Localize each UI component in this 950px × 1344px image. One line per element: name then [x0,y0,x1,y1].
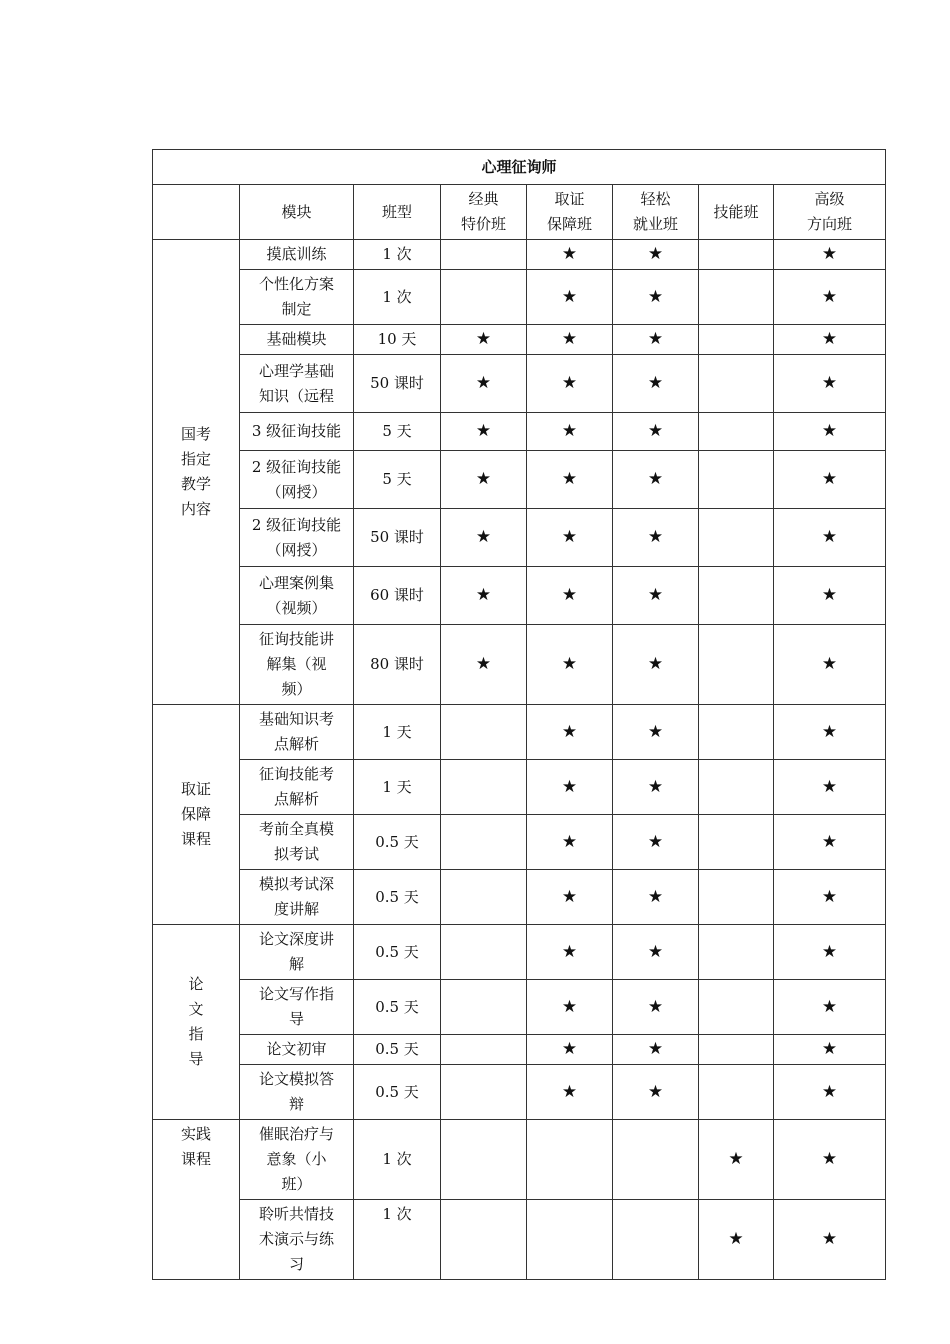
star-icon: ★ [647,996,664,1017]
plan-cell [699,815,774,870]
star-icon: ★ [561,886,578,907]
plan-cell [527,980,613,1035]
plan-cell [441,980,527,1035]
star-icon: ★ [728,1229,744,1249]
table-row [153,980,886,1035]
module-cell: 基础模块 [240,325,354,355]
plan-cell [774,705,886,760]
plan-cell [613,325,699,355]
star-icon: ★ [561,244,578,264]
star-icon: ★ [475,373,492,393]
star-icon: ★ [647,776,664,797]
duration-cell: 10 天 [354,325,441,355]
star-icon: ★ [561,831,578,852]
module-cell: 心理案例集 （视频） [240,567,354,625]
plan-cell [527,705,613,760]
star-icon: ★ [561,776,578,797]
plan-cell [699,270,774,325]
star-icon: ★ [821,1081,838,1102]
duration-cell: 0.5 天 [354,1065,441,1120]
plan-cell [699,980,774,1035]
star-icon: ★ [821,1229,838,1249]
table-row [153,325,886,355]
star-icon: ★ [821,831,838,852]
table-title: 心理征询师 [153,150,886,185]
title-row [153,150,886,185]
star-icon: ★ [647,329,664,349]
header-cell: 模块 [240,185,354,240]
plan-cell [774,270,886,325]
star-icon: ★ [647,286,664,307]
module-cell: 考前全真模 拟考试 [240,815,354,870]
star-icon: ★ [561,721,578,742]
plan-cell [441,240,527,270]
plan-cell [774,815,886,870]
star-icon: ★ [647,421,664,441]
module-cell: 征询技能讲 解集（视 频） [240,625,354,705]
star-icon: ★ [561,654,578,674]
star-icon: ★ [728,1149,744,1169]
plan-cell [527,815,613,870]
plan-cell [527,1200,613,1280]
plan-cell [613,815,699,870]
plan-cell [441,870,527,925]
star-icon: ★ [821,654,838,674]
module-cell: 摸底训练 [240,240,354,270]
table-row [153,451,886,509]
plan-cell [527,567,613,625]
plan-cell [441,451,527,509]
module-cell: 2 级征询技能 （网授） [240,509,354,567]
module-cell: 基础知识考 点解析 [240,705,354,760]
star-icon: ★ [561,1081,578,1102]
star-icon: ★ [821,941,838,962]
plan-cell [613,980,699,1035]
plan-cell [774,1200,886,1280]
star-icon: ★ [821,329,838,349]
plan-cell [527,925,613,980]
table-row [153,355,886,413]
plan-cell [441,270,527,325]
header-cell: 取证 保障班 [527,185,613,240]
plan-cell [527,240,613,270]
star-icon: ★ [647,585,664,605]
plan-cell [699,625,774,705]
module-cell: 2 级征询技能 （网授） [240,451,354,509]
plan-cell [774,625,886,705]
star-icon: ★ [475,527,492,547]
star-icon: ★ [561,469,578,489]
plan-cell [774,925,886,980]
category-cell: 论 文 指 导 [153,925,240,1120]
table-body [153,240,886,1280]
star-icon: ★ [561,585,578,605]
plan-cell [774,760,886,815]
star-icon: ★ [647,469,664,489]
header-cell: 班型 [354,185,441,240]
plan-cell [613,870,699,925]
duration-cell: 0.5 天 [354,870,441,925]
star-icon: ★ [561,329,578,349]
plan-cell [774,355,886,413]
star-icon: ★ [561,527,578,547]
duration-cell: 50 课时 [354,509,441,567]
plan-cell [527,325,613,355]
plan-cell [527,1035,613,1065]
course-table [152,149,886,1280]
star-icon: ★ [647,654,664,674]
star-icon: ★ [821,1149,838,1169]
plan-cell [613,1200,699,1280]
plan-cell [699,870,774,925]
plan-cell [441,1035,527,1065]
table-row [153,870,886,925]
table-row [153,815,886,870]
plan-cell [527,413,613,451]
duration-cell: 1 次 [354,240,441,270]
plan-cell [774,1065,886,1120]
table-row [153,925,886,980]
module-cell: 论文模拟答 辩 [240,1065,354,1120]
star-icon: ★ [821,1039,838,1059]
duration-cell: 0.5 天 [354,980,441,1035]
star-icon: ★ [647,1039,664,1059]
plan-cell [774,1035,886,1065]
duration-cell: 5 天 [354,413,441,451]
plan-cell [527,355,613,413]
duration-cell: 0.5 天 [354,925,441,980]
plan-cell [613,413,699,451]
plan-cell [441,567,527,625]
star-icon: ★ [647,886,664,907]
star-icon: ★ [647,941,664,962]
plan-cell [699,1035,774,1065]
plan-cell [774,567,886,625]
plan-cell [613,1120,699,1200]
plan-cell [613,355,699,413]
duration-cell: 60 课时 [354,567,441,625]
star-icon: ★ [821,244,838,264]
duration-cell: 50 课时 [354,355,441,413]
star-icon: ★ [821,373,838,393]
star-icon: ★ [475,329,492,349]
plan-cell [613,925,699,980]
table-row [153,760,886,815]
star-icon: ★ [475,654,492,674]
plan-cell [613,451,699,509]
category-cell: 实践 课程 [153,1120,240,1280]
plan-cell [613,567,699,625]
plan-cell [441,815,527,870]
plan-cell [699,567,774,625]
duration-cell: 1 次 [354,270,441,325]
plan-cell [699,1200,774,1280]
plan-cell [699,1065,774,1120]
plan-cell [774,451,886,509]
plan-cell [699,325,774,355]
star-icon: ★ [561,286,578,307]
table-row [153,1035,886,1065]
plan-cell [774,1120,886,1200]
star-icon: ★ [475,585,492,605]
plan-cell [699,240,774,270]
plan-cell [699,451,774,509]
table-row [153,1120,886,1200]
duration-cell: 1 天 [354,760,441,815]
module-cell: 3 级征询技能 [240,413,354,451]
star-icon: ★ [475,421,492,441]
star-icon: ★ [821,469,838,489]
module-cell: 征询技能考 点解析 [240,760,354,815]
plan-cell [527,270,613,325]
plan-cell [699,925,774,980]
star-icon: ★ [561,1039,578,1059]
table-row [153,1065,886,1120]
plan-cell [441,925,527,980]
star-icon: ★ [561,941,578,962]
plan-cell [441,705,527,760]
header-cell: 轻松 就业班 [613,185,699,240]
plan-cell [441,413,527,451]
star-icon: ★ [561,421,578,441]
plan-cell [699,705,774,760]
table-row [153,567,886,625]
star-icon: ★ [647,1081,664,1102]
header-cell: 技能班 [699,185,774,240]
category-cell: 国考 指定 教学 内容 [153,240,240,705]
plan-cell [774,240,886,270]
plan-cell [613,1035,699,1065]
star-icon: ★ [475,469,492,489]
plan-cell [613,625,699,705]
duration-cell: 1 次 [354,1200,441,1280]
plan-cell [441,760,527,815]
table-row [153,240,886,270]
plan-cell [441,1120,527,1200]
star-icon: ★ [821,886,838,907]
header-cell: 经典 特价班 [441,185,527,240]
header-cell: 高级 方向班 [774,185,886,240]
plan-cell [527,1120,613,1200]
plan-cell [527,760,613,815]
duration-cell: 5 天 [354,451,441,509]
plan-cell [527,451,613,509]
plan-cell [699,355,774,413]
plan-cell [441,509,527,567]
plan-cell [441,325,527,355]
duration-cell: 80 课时 [354,625,441,705]
star-icon: ★ [821,286,838,307]
module-cell: 聆听共情技 术演示与练 习 [240,1200,354,1280]
star-icon: ★ [821,527,838,547]
header-row [153,185,886,240]
table-row [153,413,886,451]
duration-cell: 1 天 [354,705,441,760]
plan-cell [613,1065,699,1120]
plan-cell [613,240,699,270]
duration-cell: 1 次 [354,1120,441,1200]
header-cell [153,185,240,240]
plan-cell [527,1065,613,1120]
plan-cell [774,413,886,451]
table-row [153,270,886,325]
module-cell: 模拟考试深 度讲解 [240,870,354,925]
plan-cell [441,355,527,413]
plan-cell [441,625,527,705]
star-icon: ★ [561,373,578,393]
plan-cell [441,1200,527,1280]
star-icon: ★ [821,721,838,742]
plan-cell [699,1120,774,1200]
plan-cell [527,870,613,925]
table-row [153,509,886,567]
table-row [153,625,886,705]
plan-cell [774,325,886,355]
star-icon: ★ [821,996,838,1017]
plan-cell [613,509,699,567]
star-icon: ★ [821,421,838,441]
plan-cell [774,870,886,925]
star-icon: ★ [647,373,664,393]
plan-cell [527,625,613,705]
duration-cell: 0.5 天 [354,1035,441,1065]
category-cell: 取证 保障 课程 [153,705,240,925]
plan-cell [613,705,699,760]
plan-cell [774,980,886,1035]
duration-cell: 0.5 天 [354,815,441,870]
plan-cell [527,509,613,567]
plan-cell [613,760,699,815]
plan-cell [699,509,774,567]
module-cell: 个性化方案 制定 [240,270,354,325]
module-cell: 论文写作指 导 [240,980,354,1035]
plan-cell [441,1065,527,1120]
star-icon: ★ [647,721,664,742]
plan-cell [774,509,886,567]
module-cell: 论文初审 [240,1035,354,1065]
star-icon: ★ [647,244,664,264]
star-icon: ★ [647,527,664,547]
table-row [153,1200,886,1280]
module-cell: 论文深度讲 解 [240,925,354,980]
star-icon: ★ [647,831,664,852]
plan-cell [613,270,699,325]
table-row [153,705,886,760]
plan-cell [699,760,774,815]
star-icon: ★ [821,585,838,605]
plan-cell [699,413,774,451]
star-icon: ★ [561,996,578,1017]
module-cell: 催眠治疗与 意象（小 班） [240,1120,354,1200]
module-cell: 心理学基础 知识（远程 [240,355,354,413]
star-icon: ★ [821,776,838,797]
